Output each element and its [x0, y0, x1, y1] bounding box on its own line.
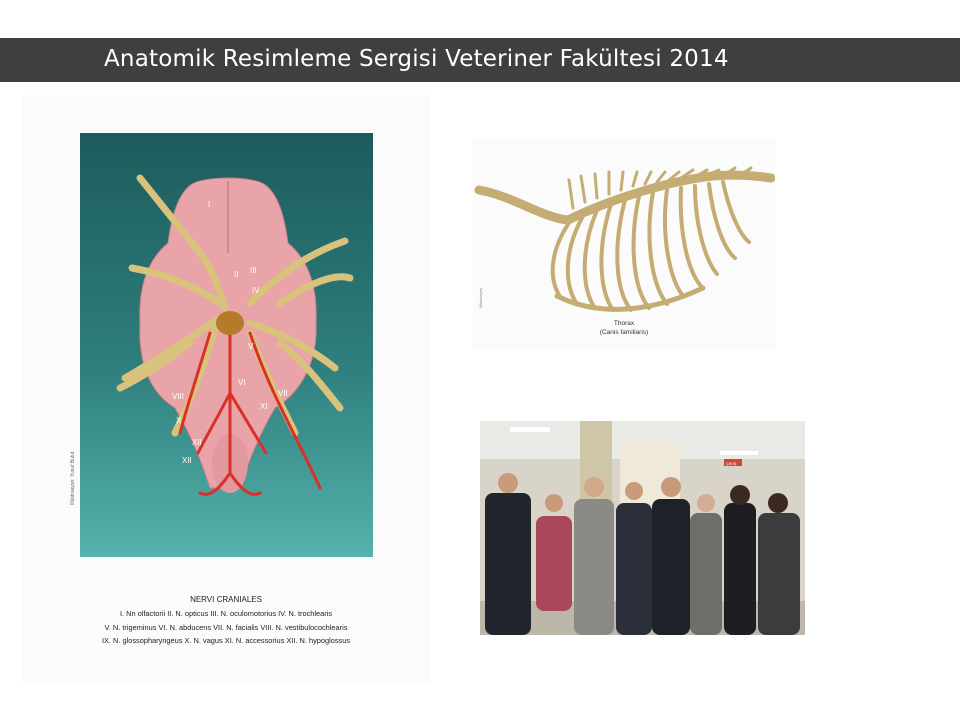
slide-title: Anatomik Resimleme Sergisi Veteriner Fakültesi 2014	[104, 46, 729, 72]
nerve-label: X	[176, 416, 182, 425]
exit-sign-text: ÇIKIŞ	[726, 461, 737, 466]
cranial-nerves-illustration	[80, 133, 373, 557]
poster-caption-line: V. N. trigeminus VI. N. abducens VII. N. facialis VIII. N. vestibulocochlearis	[104, 623, 348, 632]
nerve-label: VIII	[172, 392, 185, 401]
poster-caption-title: NERVI CRANIALES	[190, 595, 262, 604]
poster-credit: Illüstrasyon: Yusuf Bulut	[70, 451, 76, 505]
nerve-label: VI	[238, 378, 246, 387]
group-photo	[480, 421, 805, 635]
cranial-nerves-poster	[22, 95, 430, 683]
thorax-skeleton-illustration	[473, 138, 775, 350]
nerve-label: IV	[252, 286, 260, 295]
nerve-label: XI	[260, 402, 268, 411]
nerve-label: V	[248, 342, 254, 351]
skeleton-drawing	[473, 138, 775, 350]
group-photo-image	[480, 421, 805, 635]
skeleton-caption-subtitle: (Canis familiaris)	[599, 329, 649, 336]
nerve-label: XII	[192, 438, 202, 447]
nerve-label: II	[234, 270, 239, 279]
nerve-label: III	[250, 266, 257, 275]
title-bar	[0, 38, 960, 82]
nerve-label: I	[208, 200, 211, 209]
skeleton-caption-title: Thorax	[613, 320, 635, 327]
nerve-label: VII	[278, 389, 288, 398]
nerve-label: XII	[182, 456, 192, 465]
poster-caption-line: IX. N. glossopharyngeus X. N. vagus XI. N. accessorius XII. N. hypoglossus	[101, 636, 351, 645]
poster-caption-line: I. Nn olfactorii II. N. opticus III. N. oculomotorius IV. N. trochlearis	[119, 609, 333, 618]
skeleton-side-credit: Illüstrasyon	[478, 287, 483, 308]
